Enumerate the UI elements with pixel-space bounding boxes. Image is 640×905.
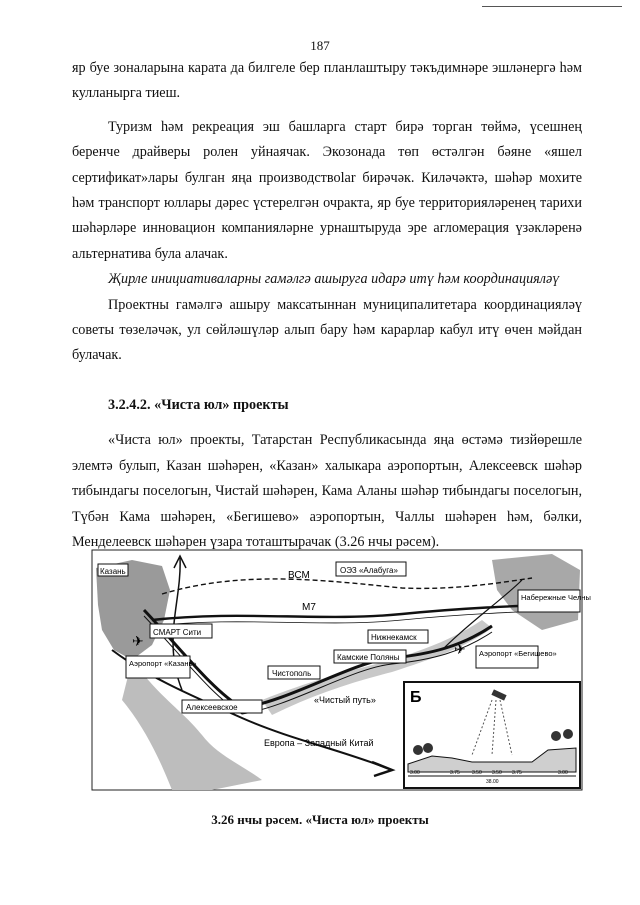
inset-dim-4: 3.50 <box>492 770 502 776</box>
route-map-figure <box>92 550 591 790</box>
paragraph-1: яр буе зоналарына карата да билгеле бер планлаштыру тәкъдимнәре эшләнергә һәм кулланырга тиеш. <box>72 60 582 102</box>
paragraph-2: Туризм һәм рекреация эш башларга старт бирә торган төймә, үсешнең беренче драйверы ролен уйнаячак. Экозонада төп өстәлгән бәяне «яшел сертификат»лары булган яңа производствolar бирәчәк. Киләчәктә, шәһәр мохите һәм транспорт юллары дәрес үстерелгән очракта, яр буе территорияләренең тарихи шәһәрләре инновацион компанияләрне урнаштыруда эре агломерация үзәкләренә альтернатива була алачак. <box>72 118 582 262</box>
label-naberezhnye: Набережные Челны <box>521 593 591 602</box>
route-map <box>92 550 591 790</box>
tree-icon <box>563 729 573 739</box>
inset-letter: Б <box>410 689 422 706</box>
inset-dim-5: 3.75 <box>512 770 522 776</box>
label-chisty-put: «Чистый путь» <box>314 695 376 705</box>
tree-icon <box>551 731 561 741</box>
inset-dim-1: 3.00 <box>410 770 420 776</box>
airplane-icon: ✈ <box>132 633 144 649</box>
paragraph-3: Проектны гамәлгә ашыру максатыннан муниципалитетара координацияләү советы төзеләчәк, ул сөйләшүләр алып бару һәм карарлар кабул итү өчен мәйдан булачак. <box>72 296 582 364</box>
italic-subheading: Җирле инициативаларны гамәлгә ашыруга идарә итү һәм координацияләү <box>108 271 560 288</box>
tree-icon <box>423 743 433 753</box>
label-smart-city: СМАРТ Сити <box>153 628 202 637</box>
section-heading: 3.2.4.2. «Чиста юл» проекты <box>108 396 289 413</box>
page-number: 187 <box>310 38 330 53</box>
inset-total: 38.00 <box>486 779 499 785</box>
label-airport-kazan: Аэропорт «Казань» <box>129 659 197 668</box>
tree-icon <box>413 745 423 755</box>
inset-dim-6: 3.00 <box>558 770 568 776</box>
label-chistopol: Чистополь <box>272 669 312 678</box>
label-oez: ОЭЗ «Алабуга» <box>340 566 398 575</box>
label-kazan: Казань <box>100 567 126 576</box>
label-nizhnekamsk: Нижнекамск <box>371 633 417 642</box>
figure-caption: 3.26 нчы рәсем. «Чиста юл» проекты <box>211 812 429 827</box>
label-m7: М7 <box>302 602 316 613</box>
label-vsm: ВСМ <box>288 570 310 581</box>
label-airport-begishevo: Аэропорт «Бегишево» <box>479 649 557 658</box>
body-text-block <box>72 56 582 555</box>
inset-dim-3: 3.50 <box>472 770 482 776</box>
paragraph-4: «Чиста юл» проекты, Татарстан Республикасында яңа өстәмә тизйөрешле элемтә булып, Казан шәһәрен, «Казан» халыкара аэропортын, Алексеевск шәһәр тибындагы поселогын, Чистай шәһәрен, Кама Аланы шәһәр тибындагы поселогын, Түбән Кама шәһәрен, «Бегишево» аэропортын, Чаллы шәһәрен һәм, бәлки, Менделеевск шәһәрен үзара тоташтырачак (3.26 нчы рәсем). <box>72 432 582 550</box>
label-kamskie-polyany: Камские Поляны <box>337 653 400 662</box>
label-alekseevskoe: Алексеевское <box>186 703 238 712</box>
header-rule <box>482 6 622 7</box>
inset-dim-2: 3.75 <box>450 770 460 776</box>
label-europe-china: Европа – Западный Китай <box>264 738 374 748</box>
airplane-icon: ✈ <box>454 641 466 657</box>
